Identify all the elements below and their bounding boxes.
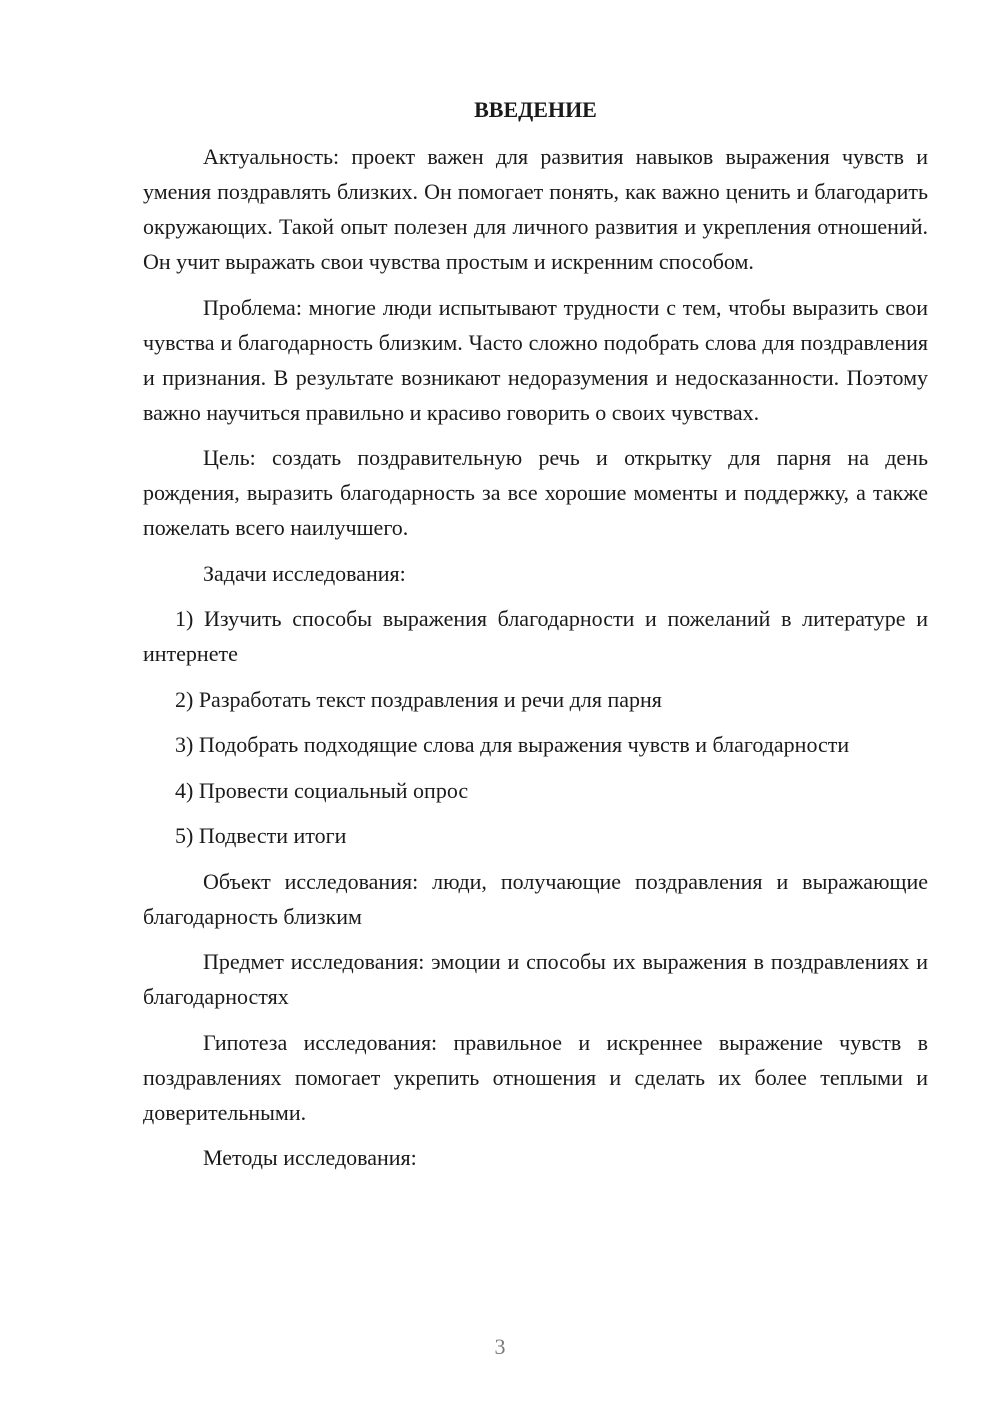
page-number: 3 [494, 1334, 506, 1359]
task-item-2: 2) Разработать текст поздравления и речи для парня [175, 686, 662, 712]
document-page [143, 93, 928, 1186]
relevance-paragraph: Актуальность: проект важен для развития навыков выражения чувств и умения поздравлять близких. Он помогает понять, как важно ценить и благодарить окружающих. Такой опыт полезен для личного развития и укрепления отношений. Он учит выражать свои чувства простым и искренним способом. [143, 144, 928, 274]
goal-paragraph: Цель: создать поздравительную речь и открытку для парня на день рождения, выразить благодарность за все хорошие моменты и поддержку, а также пожелать всего наилучшего. [143, 445, 928, 540]
methods-heading: Методы исследования: [203, 1145, 417, 1170]
section-title: ВВЕДЕНИЕ [474, 97, 597, 122]
task-item-1: 1) Изучить способы выражения благодарности и пожеланий в литературе и интернете [143, 606, 928, 666]
task-item-5: 5) Подвести итоги [175, 823, 347, 848]
problem-paragraph: Проблема: многие люди испытывают трудности с тем, чтобы выразить свои чувства и благодарность близким. Часто сложно подобрать слова для поздравления и признания. В результате возникают недоразумения и недосказанности. Поэтому важно научиться правильно и красиво говорить о своих чувствах. [143, 294, 928, 425]
research-subject-paragraph: Предмет исследования: эмоции и способы их выражения в поздравлениях и благодарностях [143, 949, 928, 1009]
hypothesis-paragraph: Гипотеза исследования: правильное и искреннее выражение чувств в поздравлениях помогает укрепить отношения и сделать их более теплыми и доверительными. [143, 1029, 928, 1125]
research-object-paragraph: Объект исследования: люди, получающие поздравления и выражающие благодарность близким [143, 868, 928, 929]
task-item-4: 4) Провести социальный опрос [175, 777, 469, 803]
task-item-3: 3) Подобрать подходящие слова для выражения чувств и благодарности [175, 732, 850, 757]
tasks-heading: Задачи исследования: [203, 560, 406, 586]
